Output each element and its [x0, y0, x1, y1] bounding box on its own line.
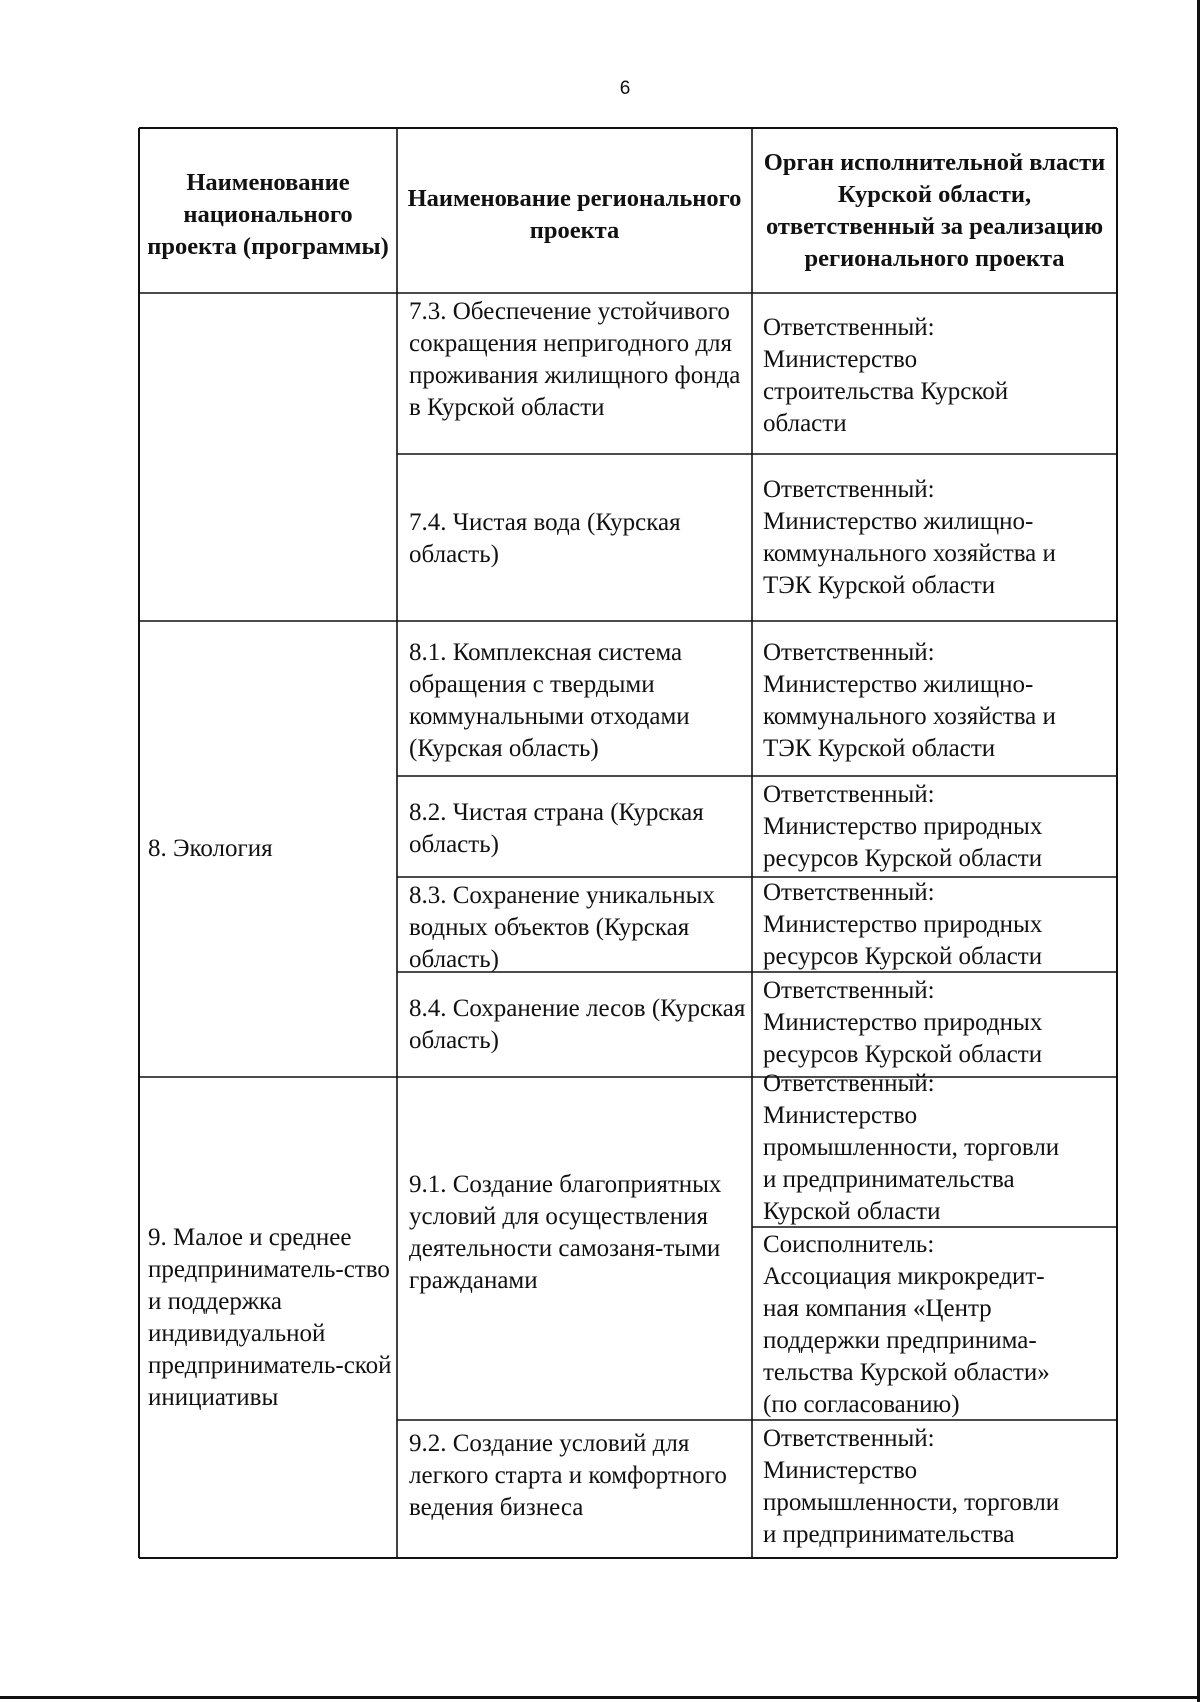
- responsible-7-4: Ответственный: Министерство жилищно- коммунального хозяйства и ТЭК Курской области: [763, 476, 1056, 599]
- regional-project-9-1: 9.1. Создание благоприятных условий для осуществления деятельности самозаня-тыми гражданами: [409, 1171, 722, 1294]
- regional-project-8-4: 8.4. Сохранение лесов (Курская область): [409, 995, 746, 1054]
- header-national-project: Наименование национального проекта (программы): [147, 169, 389, 260]
- responsible-8-2: Ответственный: Министерство природных ресурсов Курской области: [763, 781, 1043, 872]
- national-project-8-ecology: 8. Экология: [148, 835, 273, 862]
- regional-project-7-3: 7.3. Обеспечение устойчивого сокращения непригодного для проживания жилищного фонда в Курской области: [409, 298, 741, 421]
- responsible-8-3: Ответственный: Министерство природных ресурсов Курской области: [763, 879, 1043, 970]
- responsible-7-3: Ответственный: Министерство строительства Курской области: [763, 314, 1009, 437]
- page-number: 6: [619, 78, 631, 99]
- national-project-9-small-business: 9. Малое и среднее предприниматель-ство и поддержка индивидуальной предприниматель-ской инициативы: [148, 1224, 392, 1411]
- responsible-8-4: Ответственный: Министерство природных ресурсов Курской области: [763, 977, 1043, 1068]
- regional-project-8-3: 8.3. Сохранение уникальных водных объектов (Курская область): [409, 882, 715, 973]
- header-responsible-body: Орган исполнительной власти Курской области, ответственный за реализацию регионального проекта: [763, 148, 1106, 272]
- header-regional-project: Наименование регионального проекта: [407, 185, 742, 244]
- regional-project-8-2: 8.2. Чистая страна (Курская область): [409, 799, 704, 858]
- co-executor-9-1: Соисполнитель: Ассоциация микрокредит- ная компания «Центр поддержки предпринима- тельства Курской области» (по согласованию): [763, 1231, 1050, 1418]
- responsible-9-2: Ответственный: Министерство промышленности, торговли и предпринимательства: [763, 1425, 1060, 1548]
- responsible-8-1: Ответственный: Министерство жилищно- коммунального хозяйства и ТЭК Курской области: [763, 639, 1056, 762]
- scan-edge-bottom: [0, 1696, 1200, 1699]
- responsible-9-1: Ответственный: Министерство промышленности, торговли и предпринимательства Курской области: [763, 1070, 1060, 1225]
- regional-project-9-2: 9.2. Создание условий для легкого старта и комфортного ведения бизнеса: [409, 1430, 727, 1521]
- national-project-7-cell: [148, 293, 392, 621]
- regional-project-8-1: 8.1. Комплексная система обращения с твердыми коммунальными отходами (Курская область): [409, 639, 690, 762]
- regional-project-7-4: 7.4. Чистая вода (Курская область): [409, 509, 681, 568]
